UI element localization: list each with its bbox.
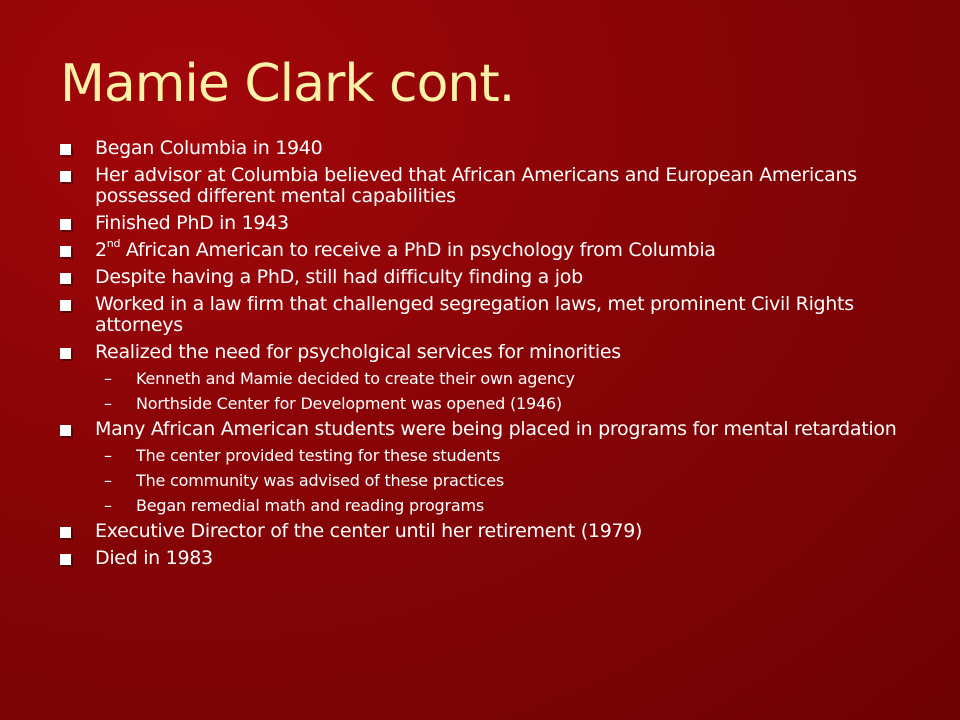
bullet-text: African American to receive a PhD in psychology from Columbia bbox=[120, 239, 716, 261]
bullet-list bbox=[60, 138, 940, 575]
bullet-text: Began Columbia in 1940 bbox=[95, 137, 323, 159]
sub-bullet-item bbox=[60, 369, 940, 388]
square-bullet-icon bbox=[60, 219, 71, 230]
sub-bullet-text: The center provided testing for these students bbox=[136, 446, 501, 465]
bullet-item bbox=[60, 138, 940, 159]
sub-bullet-text: Northside Center for Development was opened (1946) bbox=[136, 394, 562, 413]
bullet-text: Died in 1983 bbox=[95, 547, 213, 569]
dash-bullet: – bbox=[104, 496, 112, 515]
sub-bullet-item bbox=[60, 471, 940, 490]
bullet-item bbox=[60, 521, 940, 542]
square-bullet-icon bbox=[60, 246, 71, 257]
square-bullet-icon bbox=[60, 348, 71, 359]
bullet-item bbox=[60, 342, 940, 363]
bullet-text: Executive Director of the center until her retirement (1979) bbox=[95, 520, 643, 542]
sub-bullet-text: Kenneth and Mamie decided to create their own agency bbox=[136, 369, 575, 388]
dash-bullet: – bbox=[104, 394, 112, 413]
dash-bullet: – bbox=[104, 369, 112, 388]
square-bullet-icon bbox=[60, 144, 71, 155]
bullet-text: Realized the need for psycholgical services for minorities bbox=[95, 341, 621, 363]
dash-bullet: – bbox=[104, 471, 112, 490]
slide-title: Mamie Clark cont. bbox=[60, 54, 515, 114]
bullet-number: 2 bbox=[95, 239, 107, 261]
bullet-item bbox=[60, 294, 940, 336]
square-bullet-icon bbox=[60, 554, 71, 565]
bullet-text: Finished PhD in 1943 bbox=[95, 212, 289, 234]
square-bullet-icon bbox=[60, 300, 71, 311]
dash-bullet: – bbox=[104, 446, 112, 465]
bullet-item bbox=[60, 419, 940, 440]
bullet-item bbox=[60, 213, 940, 234]
sub-bullet-item bbox=[60, 496, 940, 515]
sub-bullet-item bbox=[60, 446, 940, 465]
bullet-text: Despite having a PhD, still had difficulty finding a job bbox=[95, 266, 583, 288]
bullet-text: Worked in a law firm that challenged segregation laws, met prominent Civil Rights attorneys bbox=[95, 293, 854, 336]
ordinal-superscript: nd bbox=[106, 236, 121, 250]
bullet-item bbox=[60, 236, 940, 261]
bullet-item bbox=[60, 267, 940, 288]
bullet-text: Many African American students were being placed in programs for mental retardation bbox=[95, 418, 897, 440]
bullet-item bbox=[60, 165, 940, 207]
square-bullet-icon bbox=[60, 425, 71, 436]
square-bullet-icon bbox=[60, 527, 71, 538]
sub-bullet-text: Began remedial math and reading programs bbox=[136, 496, 485, 515]
bullet-text: Her advisor at Columbia believed that African Americans and European Americans possessed different mental capabilities bbox=[95, 164, 857, 207]
sub-bullet-item bbox=[60, 394, 940, 413]
sub-bullet-text: The community was advised of these practices bbox=[136, 471, 505, 490]
square-bullet-icon bbox=[60, 273, 71, 284]
square-bullet-icon bbox=[60, 171, 71, 182]
bullet-item bbox=[60, 548, 940, 569]
